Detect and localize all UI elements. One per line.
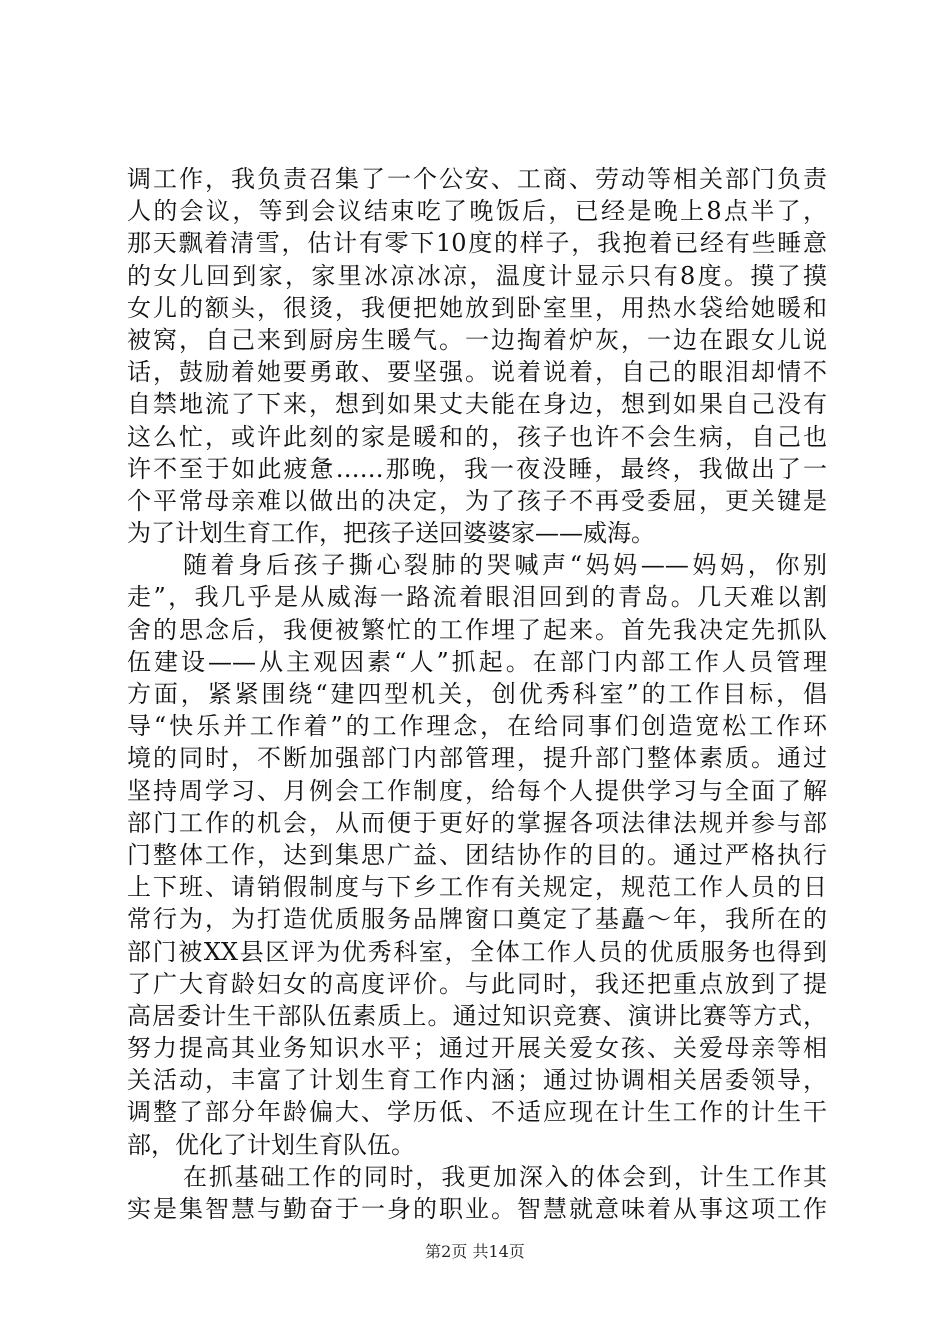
paragraph-start-line: 随着身后孩子撕心裂肺的哭喊声“妈妈——妈妈，你别 — [183, 551, 827, 580]
text-line: 许不至于如此疲惫……那晚，我一夜没睡，最终，我做出了一 — [127, 454, 827, 483]
text-line: 部门被XX县区评为优秀科室，全体工作人员的优质服务也得到 — [127, 937, 827, 966]
text-line: 的女儿回到家，家里冰凉冰凉，温度计显示只有8度。摸了摸 — [127, 261, 827, 290]
text-line: 部门工作的机会，从而便于更好的掌握各项法律法规并参与部 — [127, 808, 827, 837]
text-line: 门整体工作，达到集思广益、团结协作的目的。通过严格执行 — [127, 840, 827, 869]
text-line: 实是集智慧与勤奋于一身的职业。智慧就意味着从事这项工作 — [127, 1195, 827, 1223]
text-line: 为了计划生育工作，把孩子送回婆婆家——威海。 — [127, 519, 655, 548]
text-line: 那天飘着清雪，估计有零下10度的样子，我抱着已经有些睡意 — [127, 229, 827, 258]
text-line: 自禁地流了下来，想到如果丈夫能在身边，想到如果自己没有 — [127, 390, 827, 419]
text-line: 方面，紧紧围绕“建四型机关，创优秀科室”的工作目标，倡 — [127, 680, 827, 708]
text-line: 努力提高其业务知识水平；通过开展关爱女孩、关爱母亲等相 — [127, 1034, 827, 1063]
body-text — [127, 163, 827, 1225]
paragraph-start-line: 在抓基础工作的同时，我更加深入的体会到，计生工作其 — [183, 1162, 827, 1191]
text-line: 伍建设——从主观因素“人”抓起。在部门内部工作人员管理 — [127, 647, 827, 676]
text-line: 关活动，丰富了计划生育工作内涵；通过协调相关居委领导， — [127, 1066, 827, 1095]
text-line: 调工作，我负责召集了一个公安、工商、劳动等相关部门负责 — [127, 165, 827, 193]
text-line: 舍的思念后，我便被繁忙的工作埋了起来。首先我决定先抓队 — [127, 615, 827, 644]
text-line: 话，鼓励着她要勇敢、要坚强。说着说着，自己的眼泪却情不 — [127, 358, 827, 387]
text-line: 坚持周学习、月例会工作制度，给每个人提供学习与全面了解 — [127, 776, 827, 805]
text-line: 调整了部分年龄偏大、学历低、不适应现在计生工作的计生干 — [127, 1098, 827, 1127]
text-line: 女儿的额头，很烫，我便把她放到卧室里，用热水袋给她暖和 — [127, 293, 827, 322]
page-number-footer: 第2页 共14页 — [425, 1242, 525, 1261]
text-line: 这么忙，或许此刻的家是暖和的，孩子也许不会生病，自己也 — [127, 422, 827, 451]
text-line: 人的会议，等到会议结束吃了晚饭后，已经是晚上8点半了， — [127, 197, 827, 226]
text-line: 上下班、请销假制度与下乡工作有关规定，规范工作人员的日 — [127, 873, 827, 902]
text-line: 部，优化了计划生育队伍。 — [127, 1130, 415, 1159]
text-line: 高居委计生干部队伍素质上。通过知识竞赛、演讲比赛等方式， — [127, 1001, 827, 1030]
text-line: 导“快乐并工作着”的工作理念，在给同事们创造宽松工作环 — [127, 712, 827, 741]
text-line: 了广大育龄妇女的高度评价。与此同时，我还把重点放到了提 — [127, 969, 827, 998]
text-line: 常行为，为打造优质服务品牌窗口奠定了基矗～年，我所在的 — [127, 905, 827, 934]
text-line: 境的同时，不断加强部门内部管理，提升部门整体素质。通过 — [127, 744, 827, 773]
text-line: 被窝，自己来到厨房生暖气。一边掏着炉灰，一边在跟女儿说 — [127, 325, 827, 354]
text-line: 走”，我几乎是从威海一路流着眼泪回到的青岛。几天难以割 — [127, 583, 827, 612]
text-line: 个平常母亲难以做出的决定，为了孩子不再受委屈，更关键是 — [127, 486, 827, 515]
